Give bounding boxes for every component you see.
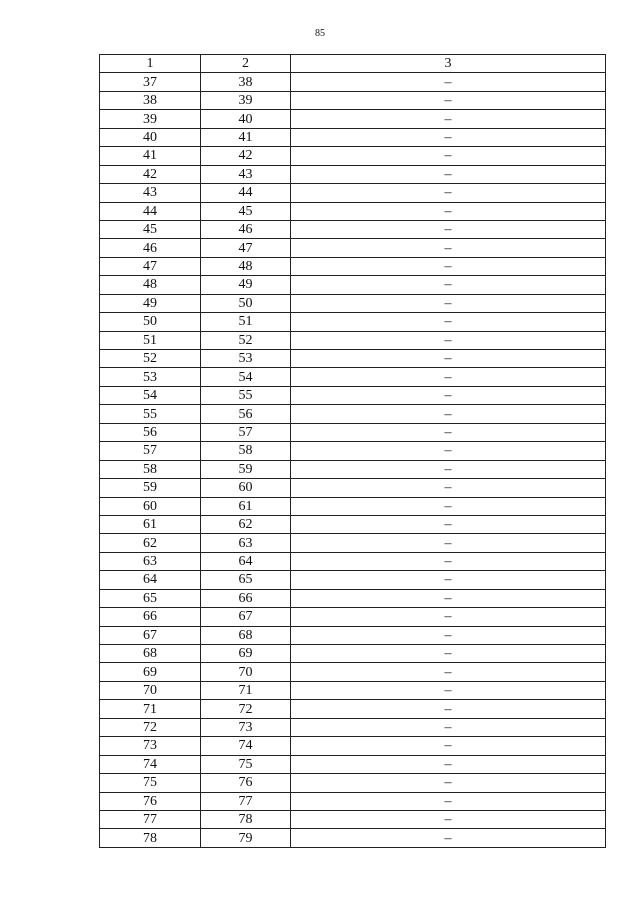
table-cell-col-2: 50 <box>201 294 291 312</box>
table-row <box>100 110 606 128</box>
table-row <box>100 571 606 589</box>
table-cell-col-3: – <box>291 73 606 91</box>
table-cell-col-1: 41 <box>100 147 201 165</box>
table-row <box>100 220 606 238</box>
table-cell-col-1: 78 <box>100 829 201 847</box>
table-row <box>100 552 606 570</box>
table-cell-col-2: 54 <box>201 368 291 386</box>
table-cell-col-2: 65 <box>201 571 291 589</box>
table-cell-col-3: – <box>291 442 606 460</box>
table-cell-col-2: 53 <box>201 350 291 368</box>
table-row <box>100 331 606 349</box>
table-header <box>100 55 606 73</box>
table-cell-col-2: 72 <box>201 700 291 718</box>
table-row <box>100 829 606 847</box>
table-cell-col-2: 47 <box>201 239 291 257</box>
table-row <box>100 294 606 312</box>
table-row <box>100 534 606 552</box>
table-cell-col-2: 63 <box>201 534 291 552</box>
table-row <box>100 608 606 626</box>
table-cell-col-1: 40 <box>100 128 201 146</box>
table-cell-col-1: 75 <box>100 774 201 792</box>
table-cell-col-3: – <box>291 405 606 423</box>
table-cell-col-1: 42 <box>100 165 201 183</box>
table-cell-col-1: 68 <box>100 645 201 663</box>
table-cell-col-3: – <box>291 202 606 220</box>
table-cell-col-2: 45 <box>201 202 291 220</box>
table-row <box>100 442 606 460</box>
table-row <box>100 479 606 497</box>
table-cell-col-3: – <box>291 386 606 404</box>
table-cell-col-1: 38 <box>100 91 201 109</box>
table-cell-col-1: 66 <box>100 608 201 626</box>
table-row <box>100 589 606 607</box>
table-cell-col-3: – <box>291 571 606 589</box>
table-cell-col-1: 63 <box>100 552 201 570</box>
table-cell-col-1: 52 <box>100 350 201 368</box>
table-cell-col-2: 44 <box>201 184 291 202</box>
table-cell-col-2: 79 <box>201 829 291 847</box>
table-cell-col-3: – <box>291 479 606 497</box>
table-cell-col-3: – <box>291 497 606 515</box>
table-cell-col-2: 66 <box>201 589 291 607</box>
table-cell-col-2: 73 <box>201 718 291 736</box>
table-cell-col-2: 46 <box>201 220 291 238</box>
table-row <box>100 700 606 718</box>
table-cell-col-3: – <box>291 737 606 755</box>
table-cell-col-2: 43 <box>201 165 291 183</box>
header-row <box>100 55 606 73</box>
table-cell-col-1: 70 <box>100 681 201 699</box>
table-row <box>100 276 606 294</box>
table-cell-col-3: – <box>291 515 606 533</box>
table-cell-col-2: 49 <box>201 276 291 294</box>
table-cell-col-2: 48 <box>201 257 291 275</box>
page-number: 85 <box>315 28 325 39</box>
table-row <box>100 73 606 91</box>
table-cell-col-1: 61 <box>100 515 201 533</box>
table-cell-col-3: – <box>291 350 606 368</box>
table-cell-col-2: 38 <box>201 73 291 91</box>
table-row <box>100 184 606 202</box>
table-cell-col-3: – <box>291 331 606 349</box>
table-cell-col-1: 62 <box>100 534 201 552</box>
table-cell-col-3: – <box>291 608 606 626</box>
table-cell-col-3: – <box>291 755 606 773</box>
table-cell-col-2: 41 <box>201 128 291 146</box>
table-row <box>100 257 606 275</box>
table-body <box>100 73 606 847</box>
table-row <box>100 755 606 773</box>
table-cell-col-1: 58 <box>100 460 201 478</box>
table-cell-col-3: – <box>291 110 606 128</box>
table-cell-col-1: 57 <box>100 442 201 460</box>
table-cell-col-1: 71 <box>100 700 201 718</box>
table-row <box>100 718 606 736</box>
table-cell-col-2: 71 <box>201 681 291 699</box>
table-cell-col-2: 77 <box>201 792 291 810</box>
table-row <box>100 239 606 257</box>
table-cell-col-2: 74 <box>201 737 291 755</box>
table-cell-col-3: – <box>291 700 606 718</box>
table-cell-col-3: – <box>291 645 606 663</box>
header-cell-1: 1 <box>100 55 201 73</box>
table-cell-col-2: 55 <box>201 386 291 404</box>
table-cell-col-3: – <box>291 91 606 109</box>
table-cell-col-3: – <box>291 774 606 792</box>
table-cell-col-3: – <box>291 810 606 828</box>
table-cell-col-3: – <box>291 663 606 681</box>
table-row <box>100 737 606 755</box>
table-cell-col-2: 51 <box>201 313 291 331</box>
table-cell-col-1: 64 <box>100 571 201 589</box>
table-row <box>100 460 606 478</box>
table-cell-col-3: – <box>291 257 606 275</box>
table-cell-col-1: 67 <box>100 626 201 644</box>
table-cell-col-3: – <box>291 184 606 202</box>
table-cell-col-1: 74 <box>100 755 201 773</box>
table-cell-col-2: 61 <box>201 497 291 515</box>
table-cell-col-2: 40 <box>201 110 291 128</box>
table-cell-col-2: 56 <box>201 405 291 423</box>
table-cell-col-2: 57 <box>201 423 291 441</box>
data-table <box>99 54 606 848</box>
table-cell-col-2: 70 <box>201 663 291 681</box>
table-cell-col-1: 77 <box>100 810 201 828</box>
table-row <box>100 313 606 331</box>
table-cell-col-3: – <box>291 294 606 312</box>
table-row <box>100 147 606 165</box>
table-row <box>100 497 606 515</box>
table-cell-col-1: 45 <box>100 220 201 238</box>
table-row <box>100 423 606 441</box>
table-cell-col-3: – <box>291 128 606 146</box>
table-cell-col-2: 68 <box>201 626 291 644</box>
table-cell-col-3: – <box>291 313 606 331</box>
table-cell-col-3: – <box>291 792 606 810</box>
table-cell-col-2: 58 <box>201 442 291 460</box>
table-cell-col-2: 52 <box>201 331 291 349</box>
table-cell-col-2: 76 <box>201 774 291 792</box>
table-cell-col-3: – <box>291 276 606 294</box>
table-row <box>100 368 606 386</box>
table-cell-col-1: 69 <box>100 663 201 681</box>
table-row <box>100 386 606 404</box>
table-cell-col-1: 60 <box>100 497 201 515</box>
table-row <box>100 165 606 183</box>
table-cell-col-3: – <box>291 589 606 607</box>
table-cell-col-1: 43 <box>100 184 201 202</box>
table-cell-col-1: 72 <box>100 718 201 736</box>
table-cell-col-2: 67 <box>201 608 291 626</box>
table-row <box>100 350 606 368</box>
table-cell-col-2: 78 <box>201 810 291 828</box>
table-cell-col-1: 50 <box>100 313 201 331</box>
table-row <box>100 202 606 220</box>
table-row <box>100 792 606 810</box>
table-row <box>100 681 606 699</box>
table-row <box>100 128 606 146</box>
table-cell-col-2: 64 <box>201 552 291 570</box>
table-cell-col-3: – <box>291 147 606 165</box>
table-cell-col-3: – <box>291 423 606 441</box>
table-cell-col-2: 59 <box>201 460 291 478</box>
table-cell-col-1: 49 <box>100 294 201 312</box>
table-row <box>100 515 606 533</box>
table-row <box>100 810 606 828</box>
table-cell-col-1: 51 <box>100 331 201 349</box>
table-cell-col-1: 46 <box>100 239 201 257</box>
table-cell-col-2: 39 <box>201 91 291 109</box>
table-cell-col-1: 48 <box>100 276 201 294</box>
table-cell-col-3: – <box>291 681 606 699</box>
table-cell-col-3: – <box>291 460 606 478</box>
table-row <box>100 645 606 663</box>
table-cell-col-3: – <box>291 626 606 644</box>
table-cell-col-3: – <box>291 829 606 847</box>
table-cell-col-3: – <box>291 220 606 238</box>
table-cell-col-2: 62 <box>201 515 291 533</box>
table-cell-col-1: 59 <box>100 479 201 497</box>
table-cell-col-1: 73 <box>100 737 201 755</box>
table-row <box>100 663 606 681</box>
table-cell-col-1: 37 <box>100 73 201 91</box>
table-cell-col-2: 75 <box>201 755 291 773</box>
table-cell-col-3: – <box>291 718 606 736</box>
table-cell-col-2: 60 <box>201 479 291 497</box>
table-cell-col-1: 65 <box>100 589 201 607</box>
table-row <box>100 405 606 423</box>
header-cell-3: 3 <box>291 55 606 73</box>
table-cell-col-3: – <box>291 534 606 552</box>
table-cell-col-1: 54 <box>100 386 201 404</box>
header-cell-2: 2 <box>201 55 291 73</box>
table-cell-col-1: 56 <box>100 423 201 441</box>
table-cell-col-3: – <box>291 552 606 570</box>
table-cell-col-1: 44 <box>100 202 201 220</box>
table-row <box>100 774 606 792</box>
table-cell-col-1: 39 <box>100 110 201 128</box>
table-cell-col-2: 42 <box>201 147 291 165</box>
table-cell-col-1: 47 <box>100 257 201 275</box>
table-cell-col-3: – <box>291 239 606 257</box>
table-cell-col-2: 69 <box>201 645 291 663</box>
table-cell-col-1: 55 <box>100 405 201 423</box>
table-cell-col-3: – <box>291 368 606 386</box>
table-cell-col-1: 53 <box>100 368 201 386</box>
table-row <box>100 91 606 109</box>
table-row <box>100 626 606 644</box>
table-cell-col-1: 76 <box>100 792 201 810</box>
table-cell-col-3: – <box>291 165 606 183</box>
